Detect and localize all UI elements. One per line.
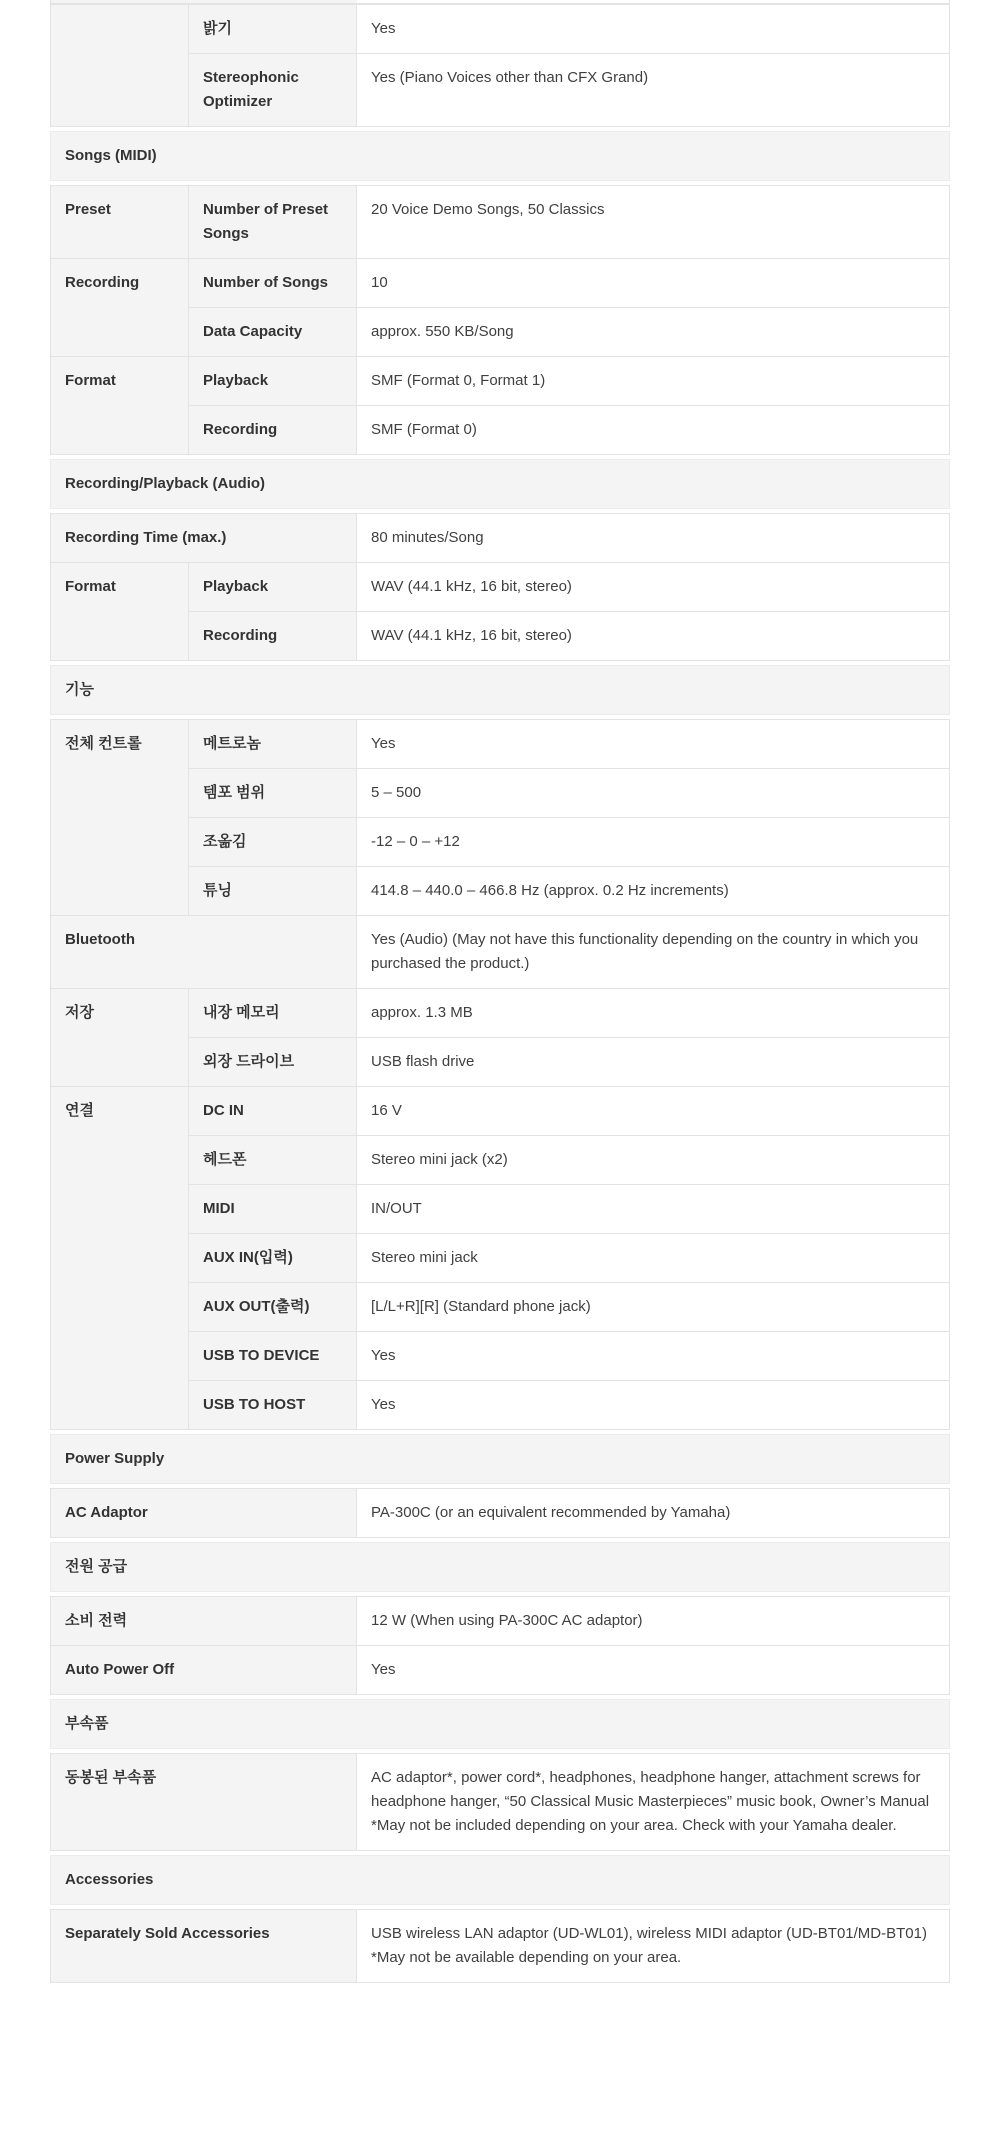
spec-label-cell: USB TO HOST bbox=[189, 1381, 357, 1430]
spec-label-cell: Number of Preset Songs bbox=[189, 186, 357, 259]
spec-value-cell: 20 Voice Demo Songs, 50 Classics bbox=[357, 186, 950, 259]
spec-group-cell: 전체 컨트롤 bbox=[51, 720, 189, 916]
spec-value-cell: Stereo mini jack (x2) bbox=[357, 1136, 950, 1185]
table-row bbox=[51, 1597, 950, 1646]
spec-value-cell: Yes bbox=[357, 5, 950, 54]
table-row bbox=[51, 916, 950, 989]
spec-value-cell: SMF (Format 0, Format 1) bbox=[357, 357, 950, 406]
spec-label-cell: 외장 드라이브 bbox=[189, 1038, 357, 1087]
section-header-functions: 기능 bbox=[50, 665, 950, 715]
spec-group-cell-empty bbox=[51, 5, 189, 127]
table-row bbox=[51, 1646, 950, 1695]
spec-label-cell: USB TO DEVICE bbox=[189, 1332, 357, 1381]
spec-value-cell: [L/L+R][R] (Standard phone jack) bbox=[357, 1283, 950, 1332]
table-row bbox=[51, 514, 950, 563]
spec-table-region bbox=[50, 0, 950, 2029]
section-header-power-supply: Power Supply bbox=[50, 1434, 950, 1484]
spec-label-cell: Recording bbox=[189, 612, 357, 661]
spec-label-cell: 조옮김 bbox=[189, 818, 357, 867]
spec-group-cell: 연결 bbox=[51, 1087, 189, 1430]
spec-label-cell: AUX OUT(출력) bbox=[189, 1283, 357, 1332]
table-row bbox=[51, 989, 950, 1038]
spec-label-cell: MIDI bbox=[189, 1185, 357, 1234]
spec-group-cell: Format bbox=[51, 357, 189, 455]
spec-table-power-supply bbox=[50, 1488, 950, 1538]
spec-group-cell: Recording bbox=[51, 259, 189, 357]
spec-table-songs-midi bbox=[50, 185, 950, 455]
spec-value-cell: IN/OUT bbox=[357, 1185, 950, 1234]
spec-label-cell: 동봉된 부속품 bbox=[51, 1754, 357, 1851]
spec-value-cell: 414.8 – 440.0 – 466.8 Hz (approx. 0.2 Hz increments) bbox=[357, 867, 950, 916]
spec-label-cell: 헤드폰 bbox=[189, 1136, 357, 1185]
spec-value-cell: USB wireless LAN adaptor (UD-WL01), wireless MIDI adaptor (UD-BT01/MD-BT01) *May not be available depending on your area. bbox=[357, 1910, 950, 1983]
spec-label-cell: 소비 전력 bbox=[51, 1597, 357, 1646]
spec-label-cell: 튜닝 bbox=[189, 867, 357, 916]
spec-group-cell: Format bbox=[51, 563, 189, 661]
spec-group-cell: Preset bbox=[51, 186, 189, 259]
spec-label-cell: 메트로놈 bbox=[189, 720, 357, 769]
table-row bbox=[51, 720, 950, 769]
spec-label-cell: Separately Sold Accessories bbox=[51, 1910, 357, 1983]
spec-value-cell: approx. 1.3 MB bbox=[357, 989, 950, 1038]
table-row bbox=[51, 259, 950, 308]
spec-table-accessories bbox=[50, 1909, 950, 1983]
spec-table-functions bbox=[50, 719, 950, 1430]
spec-table-recording-playback-audio bbox=[50, 513, 950, 661]
spec-value-cell: 12 W (When using PA-300C AC adaptor) bbox=[357, 1597, 950, 1646]
spec-value-cell: Yes bbox=[357, 720, 950, 769]
spec-value-cell: Stereo mini jack bbox=[357, 1234, 950, 1283]
spec-table-top-group bbox=[50, 4, 950, 127]
spec-label-cell: AC Adaptor bbox=[51, 1489, 357, 1538]
spec-value-cell: SMF (Format 0) bbox=[357, 406, 950, 455]
table-row bbox=[51, 1087, 950, 1136]
spec-table-accessories-ko bbox=[50, 1753, 950, 1851]
spec-value-cell: WAV (44.1 kHz, 16 bit, stereo) bbox=[357, 612, 950, 661]
spec-value-cell: Yes bbox=[357, 1381, 950, 1430]
spec-value-cell: USB flash drive bbox=[357, 1038, 950, 1087]
spec-label-cell: Auto Power Off bbox=[51, 1646, 357, 1695]
spec-label-cell: 템포 범위 bbox=[189, 769, 357, 818]
section-header-accessories: Accessories bbox=[50, 1855, 950, 1905]
section-header-songs-midi: Songs (MIDI) bbox=[50, 131, 950, 181]
spec-label-cell: Playback bbox=[189, 563, 357, 612]
section-header-recording-playback-audio: Recording/Playback (Audio) bbox=[50, 459, 950, 509]
spec-value-cell: Yes (Piano Voices other than CFX Grand) bbox=[357, 54, 950, 127]
spec-value-cell: Yes bbox=[357, 1646, 950, 1695]
spec-table-power-supply-ko bbox=[50, 1596, 950, 1695]
spec-label-cell: Data Capacity bbox=[189, 308, 357, 357]
spec-value-cell: AC adaptor*, power cord*, headphones, headphone hanger, attachment screws for headphone hanger, “50 Classical Music Masterpieces” music book, Owner’s Manual *May not be included depending on your area. Check with your Yamaha dealer. bbox=[357, 1754, 950, 1851]
spec-label-cell: DC IN bbox=[189, 1087, 357, 1136]
table-row bbox=[51, 1910, 950, 1983]
table-row bbox=[51, 186, 950, 259]
spec-value-cell: 16 V bbox=[357, 1087, 950, 1136]
spec-value-cell: approx. 550 KB/Song bbox=[357, 308, 950, 357]
table-row bbox=[51, 357, 950, 406]
spec-value-cell: 5 – 500 bbox=[357, 769, 950, 818]
spec-value-cell: 80 minutes/Song bbox=[357, 514, 950, 563]
spec-group-cell: 저장 bbox=[51, 989, 189, 1087]
spec-value-cell: Yes (Audio) (May not have this functionality depending on the country in which you purchased the product.) bbox=[357, 916, 950, 989]
table-row bbox=[51, 563, 950, 612]
spec-value-cell: Yes bbox=[357, 1332, 950, 1381]
spec-label-cell: Playback bbox=[189, 357, 357, 406]
spec-label-cell: Recording bbox=[189, 406, 357, 455]
section-header-accessories-ko: 부속품 bbox=[50, 1699, 950, 1749]
spec-value-cell: -12 – 0 – +12 bbox=[357, 818, 950, 867]
spec-value-cell: WAV (44.1 kHz, 16 bit, stereo) bbox=[357, 563, 950, 612]
table-row bbox=[51, 5, 950, 54]
section-header-power-supply-ko: 전원 공급 bbox=[50, 1542, 950, 1592]
spec-label-cell: Number of Songs bbox=[189, 259, 357, 308]
spec-label-cell: Stereophonic Optimizer bbox=[189, 54, 357, 127]
spec-value-cell: PA-300C (or an equivalent recommended by Yamaha) bbox=[357, 1489, 950, 1538]
spec-label-cell: 내장 메모리 bbox=[189, 989, 357, 1038]
spec-label-cell: Bluetooth bbox=[51, 916, 357, 989]
table-row bbox=[51, 1489, 950, 1538]
table-row bbox=[51, 1754, 950, 1851]
spec-label-cell: AUX IN(입력) bbox=[189, 1234, 357, 1283]
spec-label-cell: 밝기 bbox=[189, 5, 357, 54]
spec-value-cell: 10 bbox=[357, 259, 950, 308]
spec-label-cell: Recording Time (max.) bbox=[51, 514, 357, 563]
